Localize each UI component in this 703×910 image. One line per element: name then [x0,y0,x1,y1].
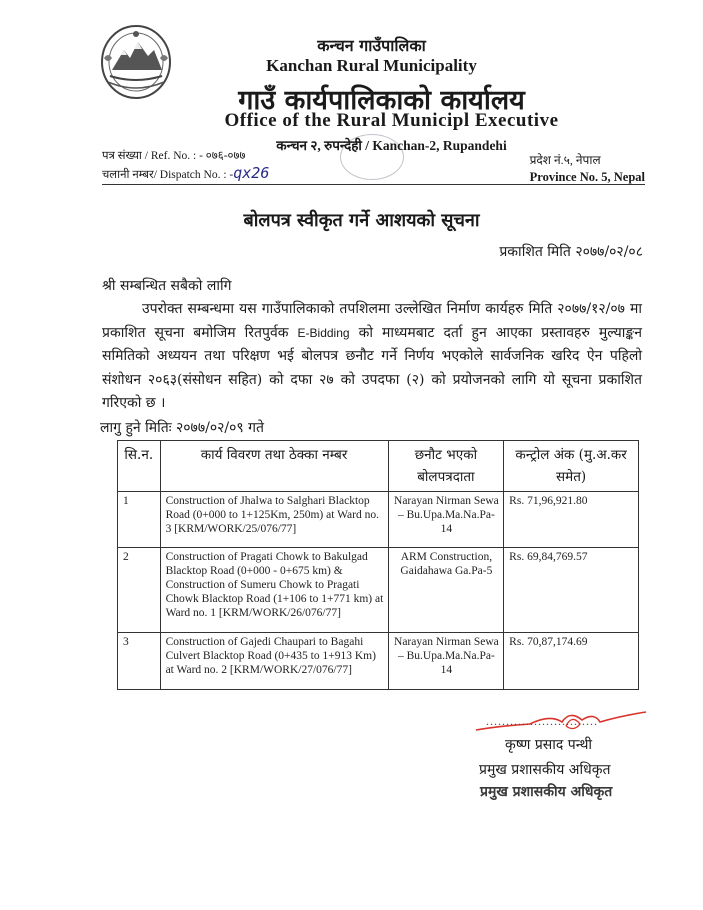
row-sn: 3 [118,633,161,690]
office-name-nepali: गाउँ कार्यपालिकाको कार्यालय [238,85,525,116]
signature-line: ............................ [486,714,598,728]
row-description: Construction of Pragati Chowk to Bakulgad Blacktop Road (0+000 - 0+675 km) & Construction of Sumeru Chowk to Pragati Chowk Blacktop Road (1+106 to 1+771 km) at Ward no. 1 [KRM/WORK/26/076/77] [160,548,388,633]
province-english: Province No. 5, Nepal [529,170,645,184]
works-table [117,440,639,690]
notice-body-ebidding: E-Bidding [297,325,350,340]
row-bidder: ARM Construction, Gaidahawa Ga.Pa-5 [388,548,504,633]
row-amount: Rs. 70,87,174.69 [504,633,639,690]
municipality-name-nepali: कन्चन गाउँपालिका [317,36,426,55]
table-row [118,548,639,633]
office-name-english: Office of the Rural Municipl Executive [224,110,559,131]
reference-block [102,148,269,184]
row-bidder: Narayan Nirman Sewa – Bu.Upa.Ma.Na.Pa-14 [388,492,504,548]
dispatch-number [102,165,269,184]
row-sn: 1 [118,492,161,548]
signer-stamp: प्रमुख प्रशासकीय अधिकृत [480,784,613,800]
table-header-row [118,441,639,492]
row-bidder: Narayan Nirman Sewa – Bu.Upa.Ma.Na.Pa-14 [388,633,504,690]
signer-name: कृष्ण प्रसाद पन्थी [505,737,593,753]
header-amount: कन्ट्रोल अंक (मु.अ.कर समेत) [504,441,639,492]
notice-title: बोलपत्र स्वीकृत गर्ने आशयको सूचना [243,210,480,231]
dispatch-handwritten-value: qx26 [233,164,270,182]
office-address: कन्चन २, रुपन्देही / Kanchan-2, Rupandehi [276,138,507,153]
municipality-name-english: Kanchan Rural Municipality [266,56,477,75]
row-amount: Rs. 71,96,921.80 [504,492,639,548]
ref-number: पत्र संख्या / Ref. No. : - ०७६-०७७ [102,150,246,162]
notice-body-part2: को माध्यमबाट दर्ता हुन आएका प्रस्तावहरु मुल्याङ्कन समितिको अध्ययन तथा परिक्षण भई बोलपत्र छनौट गर्ने निर्णय भएकोले सार्वजनिक खरिद ऐन पहिलो संशोधन २०६३(संसोधन सहित) को दफा २७ को उपदफा (२) को प्रयोजनको लागि यो सूचना प्रकाशित गरिएको छ । [102,324,642,411]
header-divider [102,184,645,185]
notice-body-part1: उपरोक्त सम्बन्धमा यस गाउँपालिकाको तपशिलमा उल्लेखित निर्माण कार्यहरु मिति २०७७/१२/०७ मा प्रकाशित सूचना बमोजिम रितपुर्वक [102,301,642,341]
effective-date: लागु हुने मितिः २०७७/०२/०९ गते [100,420,264,436]
table-row [118,492,639,548]
addressee: श्री सम्बन्धित सबैको लागि [102,278,232,294]
province-block [530,152,645,186]
published-date: प्रकाशित मिति २०७७/०२/०८ [499,244,643,260]
row-description: Construction of Gajedi Chaupari to Bagahi Culvert Blacktop Road (0+435 to 1+913 Km) at Ward no. 2 [KRM/WORK/27/076/77] [160,633,388,690]
row-sn: 2 [118,548,161,633]
signer-role: प्रमुख प्रशासकीय अधिकृत [479,762,611,778]
header-description: कार्य विवरण तथा ठेक्का नम्बर [160,441,388,492]
row-description: Construction of Jhalwa to Salghari Blacktop Road (0+000 to 1+125Km, 250m) at Ward no. 3 [KRM/WORK/25/076/77] [160,492,388,548]
notice-body [102,298,642,416]
dispatch-label: चलानी नम्बर/ Dispatch No. : - [102,169,234,181]
header-sn: सि.न. [118,441,161,492]
province-nepali: प्रदेश नं.५, नेपाल [529,153,601,167]
row-amount: Rs. 69,84,769.57 [504,548,639,633]
table-row [118,633,639,690]
header-bidder: छनौट भएको बोलपत्रदाता [388,441,504,492]
